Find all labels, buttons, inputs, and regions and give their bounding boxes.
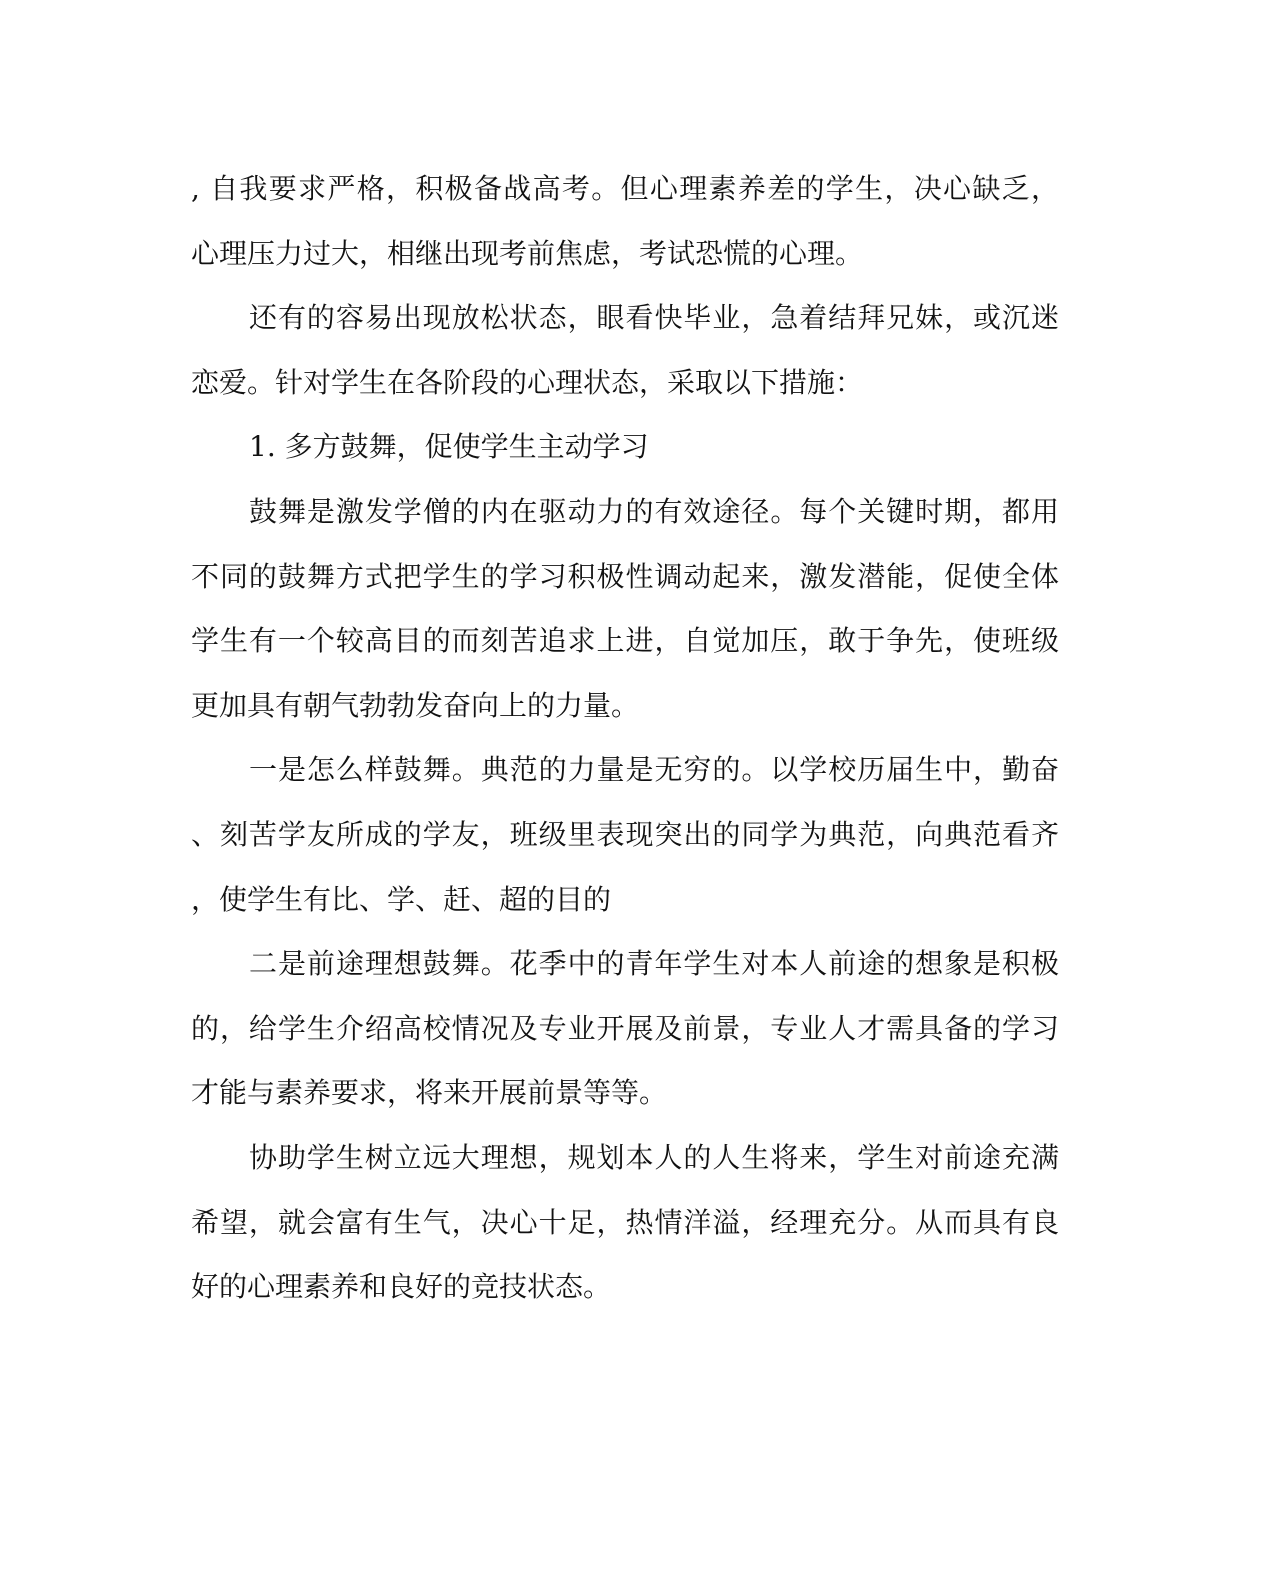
paragraph-start-line: 二是前途理想鼓舞。花季中的青年学生对本人前途的想象是积极 [249, 947, 1059, 981]
paragraph-start-line: 一是怎么样鼓舞。典范的力量是无穷的。以学校历届生中，勤奋 [249, 753, 1059, 787]
paragraph-start-line: 协助学生树立远大理想，规划本人的人生将来，学生对前途充满 [249, 1140, 1059, 1174]
text-line: 心理压力过大，相继出现考前焦虑，考试恐慌的心理。 [191, 236, 864, 270]
text-line: 希望，就会富有生气，决心十足，热情洋溢，经理充分。从而具有良 [191, 1205, 1059, 1239]
text-line: 不同的鼓舞方式把学生的学习积极性调动起来，激发潜能，促使全体 [191, 559, 1059, 593]
text-line: 好的心理素养和良好的竞技状态。 [191, 1270, 612, 1304]
section-heading: 1. 多方鼓舞，促使学生主动学习 [249, 430, 649, 464]
paragraph-start-line: 还有的容易出现放松状态，眼看快毕业，急着结拜兄妹，或沉迷 [249, 301, 1059, 335]
document-body [191, 157, 1059, 1320]
text-line: 恋爱。针对学生在各阶段的心理状态，采取以下措施： [191, 365, 864, 399]
text-line: 更加具有朝气勃勃发奋向上的力量。 [191, 688, 640, 722]
text-line: 、刻苦学友所成的学友，班级里表现突出的同学为典范，向典范看齐 [191, 817, 1059, 851]
text-line: 才能与素养要求，将来开展前景等等。 [191, 1076, 668, 1110]
text-line: 学生有一个较高目的而刻苦追求上进，自觉加压，敢于争先，使班级 [191, 624, 1059, 658]
text-line: ，使学生有比、学、赶、超的目的 [191, 882, 612, 916]
text-line: , 自我要求严格，积极备战高考。但心理素养差的学生，决心缺乏， [191, 172, 1059, 205]
paragraph-start-line: 鼓舞是激发学僧的内在驱动力的有效途径。每个关键时期，都用 [249, 494, 1059, 528]
text-line: 的，给学生介绍高校情况及专业开展及前景，专业人才需具备的学习 [191, 1011, 1059, 1045]
